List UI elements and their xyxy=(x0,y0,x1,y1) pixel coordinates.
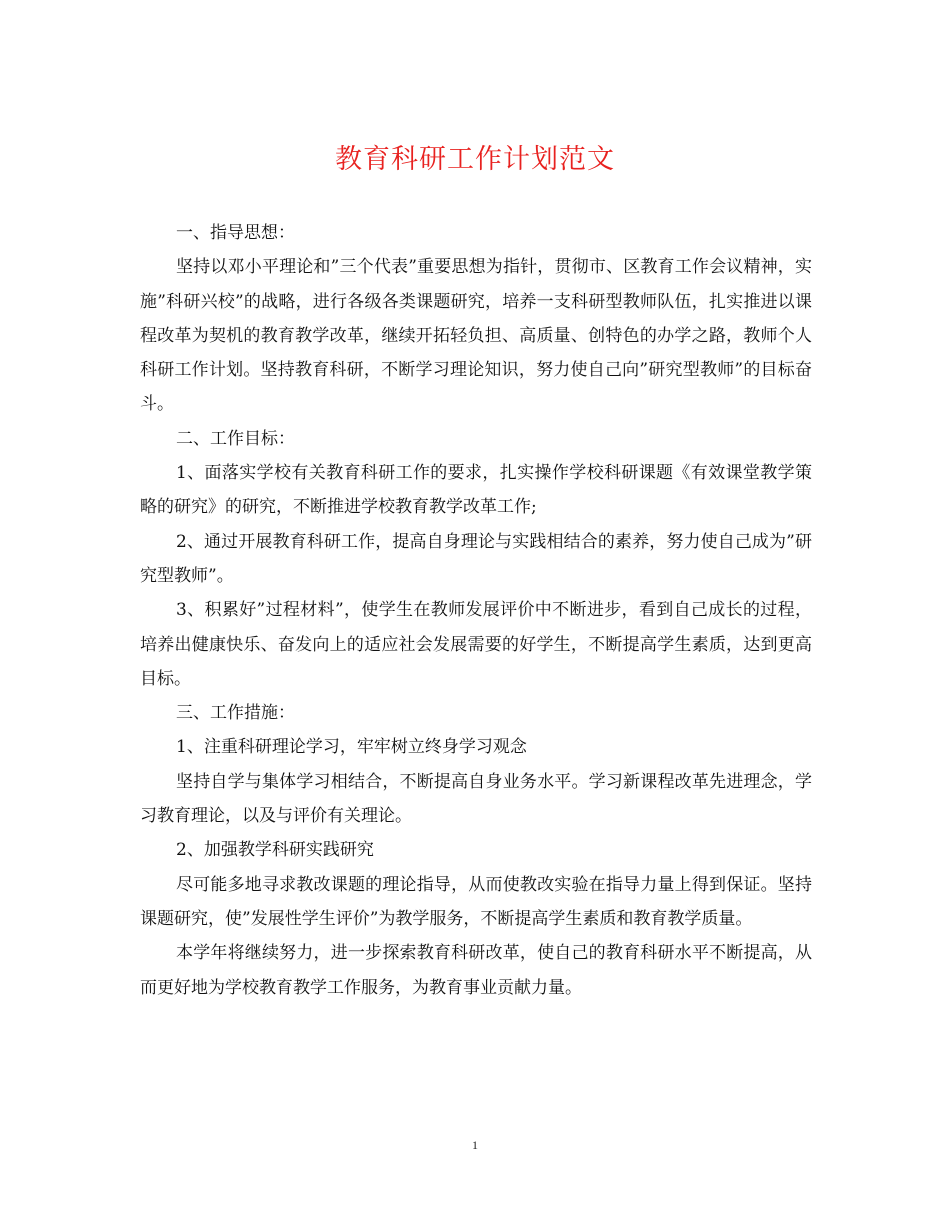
measure-paragraph-1: 坚持自学与集体学习相结合，不断提高自身业务水平。学习新课程改革先进理念，学习教育理论，以及与评价有关理论。 xyxy=(140,771,812,827)
heading-work-goals: 二、工作目标： xyxy=(176,428,295,449)
heading-guiding-ideology: 一、指导思想： xyxy=(176,223,295,243)
paragraph-guiding-ideology: 坚持以邓小平理论和”三个代表”重要思想为指针，贯彻市、区教育工作会议精神，实施”科研兴校”的战略，进行各级各类课题研究，培养一支科研型教师队伍，扎实推进以课程改革为契机的教育教学改革，继续开拓轻负担、高质量、创特色的办学之路，教师个人科研工作计划。坚持教育科研，不断学习理论知识，努力使自己向”研究型教师”的目标奋斗。 xyxy=(140,257,812,415)
document-title: 教育科研工作计划范文 xyxy=(335,144,615,175)
goal-item-3: 3、积累好”过程材料”，使学生在教师发展评价中不断进步，看到自己成长的过程，培养出健康快乐、奋发向上的适应社会发展需要的好学生，不断提高学生素质，达到更高目标。 xyxy=(140,600,812,689)
measure-heading-2: 2、加强教学科研实践研究 xyxy=(176,840,374,861)
heading-work-measures: 三、工作措施： xyxy=(176,703,295,724)
closing-paragraph: 本学年将继续努力，进一步探索教育科研改革，使自己的教育科研水平不断提高，从而更好地为学校教育教学工作服务，为教育事业贡献力量。 xyxy=(140,943,812,998)
document-body xyxy=(140,216,812,1005)
goal-item-2: 2、通过开展教育科研工作，提高自身理论与实践相结合的素养，努力使自己成为”研究型教师”。 xyxy=(140,531,812,586)
measure-heading-1: 1、注重科研理论学习，牢牢树立终身学习观念 xyxy=(176,737,527,758)
goal-item-1: 1、面落实学校有关教育科研工作的要求，扎实操作学校科研课题《有效课堂教学策略的研究》的研究，不断推进学校教育教学改革工作; xyxy=(140,463,812,518)
measure-paragraph-2: 尽可能多地寻求教改课题的理论指导，从而使教改实验在指导力量上得到保证。坚持课题研究，使”发展性学生评价”为教学服务，不断提高学生素质和教育教学质量。 xyxy=(140,874,812,929)
page-number: 1 xyxy=(472,1138,478,1152)
